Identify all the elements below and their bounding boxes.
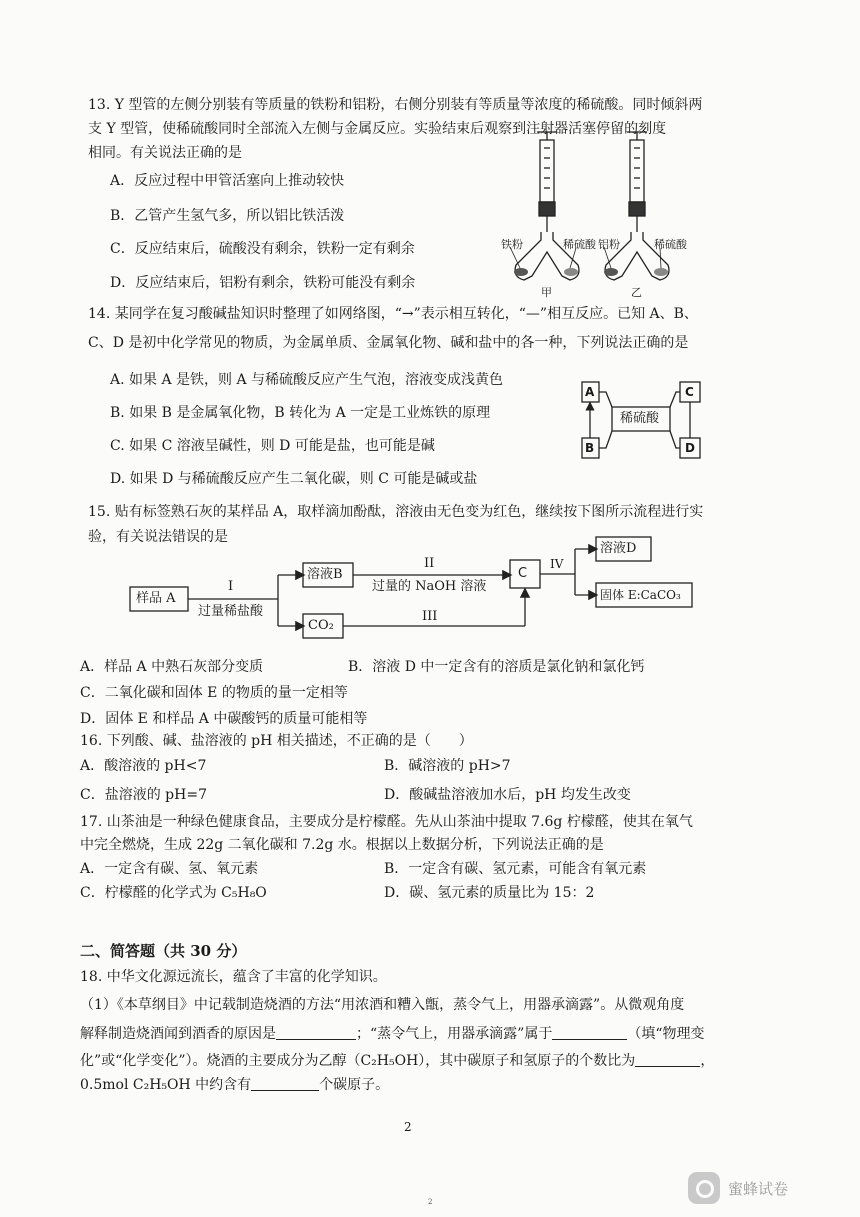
- watermark: [688, 1170, 808, 1210]
- q18-line3-text-a: 化”或“化学变化”）。烧酒的主要成分为乙醇（C₂H₅OH），其中碳原子和氢原子的个数比为: [80, 1053, 636, 1069]
- solid-e-label: 固体 E:CaCO₃: [600, 588, 681, 602]
- blank-3[interactable]: [635, 1052, 700, 1067]
- solution-b-label: 溶液B: [307, 567, 343, 582]
- q16-option-c: C．盐溶液的 pH=7: [80, 787, 207, 803]
- q18-part1-line4: [80, 1076, 389, 1094]
- co2-label: CO₂: [308, 618, 334, 633]
- step3-label: III: [422, 609, 438, 624]
- q13-option-c: C．反应结束后，硫酸没有剩余，铁粉一定有剩余: [110, 241, 415, 257]
- q15-option-c: C．二氧化碳和固体 E 的物质的量一定相等: [80, 685, 348, 701]
- q13-stem-line3: 相同。有关说法正确的是: [88, 145, 242, 161]
- watermark-logo-icon: [688, 1172, 720, 1204]
- step2-condition: 过量的 NaOH 溶液: [372, 579, 487, 594]
- page-number-small: 2: [428, 1198, 433, 1206]
- q13-stem-line1: 13. Y 型管的左侧分别装有等质量的铁粉和铝粉，右侧分别装有等质量等浓度的稀硫酸。同时倾斜两: [88, 97, 703, 113]
- yi-left-label: 铝粉: [598, 238, 620, 251]
- q18-line4-text-b: 个碳原子。: [319, 1077, 390, 1093]
- sample-a-label: 样品 A: [136, 591, 176, 606]
- watermark-text: 蜜蜂试卷: [728, 1180, 789, 1198]
- q15-option-d: D．固体 E 和样品 A 中碳酸钙的质量可能相等: [80, 711, 368, 727]
- q13-stem-line2: 支 Y 型管，使稀硫酸同时全部流入左侧与金属反应。实验结束后观察到注射器活塞停留的刻度: [88, 121, 667, 137]
- q14-stem-line2: C、D 是初中化学常见的物质，为金属单质、金属氧化物、碱和盐中的各一种，下列说法正确的是: [88, 335, 689, 351]
- q15-option-b: B．溶液 D 中一定含有的溶质是氯化钠和氯化钙: [348, 659, 645, 675]
- blank-1[interactable]: [276, 1025, 356, 1040]
- q18-part1-line3: [80, 1052, 714, 1070]
- q13-option-d: D．反应结束后，铝粉有剩余，铁粉可能没有剩余: [110, 275, 416, 291]
- q16-stem: 16. 下列酸、碱、盐溶液的 pH 相关描述，不正确的是（ ）: [80, 733, 473, 749]
- page-number: 2: [404, 1120, 412, 1134]
- q18-part1-line2: [80, 1025, 705, 1043]
- q18-line3-text-b: ，: [700, 1053, 715, 1069]
- q14-stem-line1: 14. 某同学在复习酸碱盐知识时整理了如网络图，“→”表示相互转化，“—”相互反应。已知 A、B、: [88, 306, 698, 322]
- c-label: C: [518, 566, 528, 581]
- q17-stem-line1: 17. 山茶油是一种绿色健康食品，主要成分是柠檬醛。先从山茶油中提取 7.6g 柠檬醛，使其在氧气: [80, 814, 693, 830]
- q18-stem: 18. 中华文化源远流长，蕴含了丰富的化学知识。: [80, 969, 387, 985]
- q18-line2-text-c: （填“物理变: [627, 1026, 705, 1042]
- jia-left-label: 铁粉: [501, 238, 523, 251]
- q16-option-a: A．酸溶液的 pH<7: [80, 758, 207, 774]
- step1-label: I: [228, 579, 234, 594]
- node-c: C: [685, 385, 694, 399]
- q16-option-b: B．碱溶液的 pH>7: [384, 758, 511, 774]
- q18-line2-text-b: ；“蒸令气上，用器承滴露”属于: [356, 1026, 553, 1042]
- node-b: B: [585, 441, 595, 455]
- q14-option-c: C. 如果 C 溶液呈碱性，则 D 可能是盐，也可能是碱: [110, 438, 435, 454]
- q14-option-d: D. 如果 D 与稀硫酸反应产生二氧化碳，则 C 可能是碱或盐: [110, 471, 478, 487]
- center-acid-label: 稀硫酸: [620, 411, 660, 426]
- step2-label: II: [424, 556, 435, 571]
- jia-right-label: 稀硫酸: [563, 238, 596, 251]
- jia-caption: 甲: [541, 286, 552, 299]
- q17-option-a: A．一定含有碳、氢、氧元素: [80, 861, 259, 877]
- q14-option-b: B. 如果 B 是金属氧化物，B 转化为 A 一定是工业炼铁的原理: [110, 405, 491, 421]
- q13-option-b: B．乙管产生氢气多，所以铝比铁活泼: [110, 208, 345, 224]
- q15-option-a: A．样品 A 中熟石灰部分变质: [80, 659, 264, 675]
- step1-condition: 过量稀盐酸: [198, 604, 264, 619]
- node-d: D: [685, 441, 695, 455]
- q16-option-d: D．酸碱盐溶液加水后，pH 均发生改变: [384, 787, 631, 803]
- q17-option-d: D．碳、氢元素的质量比为 15：2: [384, 885, 595, 901]
- yi-right-label: 稀硫酸: [654, 238, 687, 251]
- blank-2[interactable]: [552, 1025, 627, 1040]
- section-2-title: 二、简答题（共 30 分）: [80, 942, 247, 960]
- q15-stem-line1: 15. 贴有标签熟石灰的某样品 A，取样滴加酚酞，溶液由无色变为红色，继续按下图所示流程进行实: [88, 504, 704, 520]
- q17-stem-line2: 中完全燃烧，生成 22g 二氧化碳和 7.2g 水。根据以上数据分析，下列说法正确的是: [80, 837, 604, 853]
- q18-part1-line1: （1）《本草纲目》中记载制造烧酒的方法“用浓酒和糟入甑，蒸令气上，用器承滴露”。从微观角度: [80, 997, 685, 1013]
- q13-option-a: A．反应过程中甲管活塞向上推动较快: [110, 173, 345, 189]
- solution-d-label: 溶液D: [600, 541, 637, 556]
- blank-4[interactable]: [251, 1076, 319, 1091]
- q18-line2-text-a: 解释制造烧酒闻到酒香的原因是: [80, 1026, 276, 1042]
- q17-option-b: B．一定含有碳、氢元素，可能含有氧元素: [384, 861, 647, 877]
- step4-label: IV: [550, 557, 564, 571]
- yi-caption: 乙: [631, 286, 642, 299]
- q17-option-c: C．柠檬醛的化学式为 C₅H₈O: [80, 885, 267, 901]
- q18-line4-text-a: 0.5mol C₂H₅OH 中约含有: [80, 1077, 252, 1093]
- node-a: A: [585, 385, 595, 399]
- q15-stem-line2: 验，有关说法错误的是: [88, 529, 228, 545]
- q14-option-a: A. 如果 A 是铁，则 A 与稀硫酸反应产生气泡，溶液变成浅黄色: [110, 372, 504, 388]
